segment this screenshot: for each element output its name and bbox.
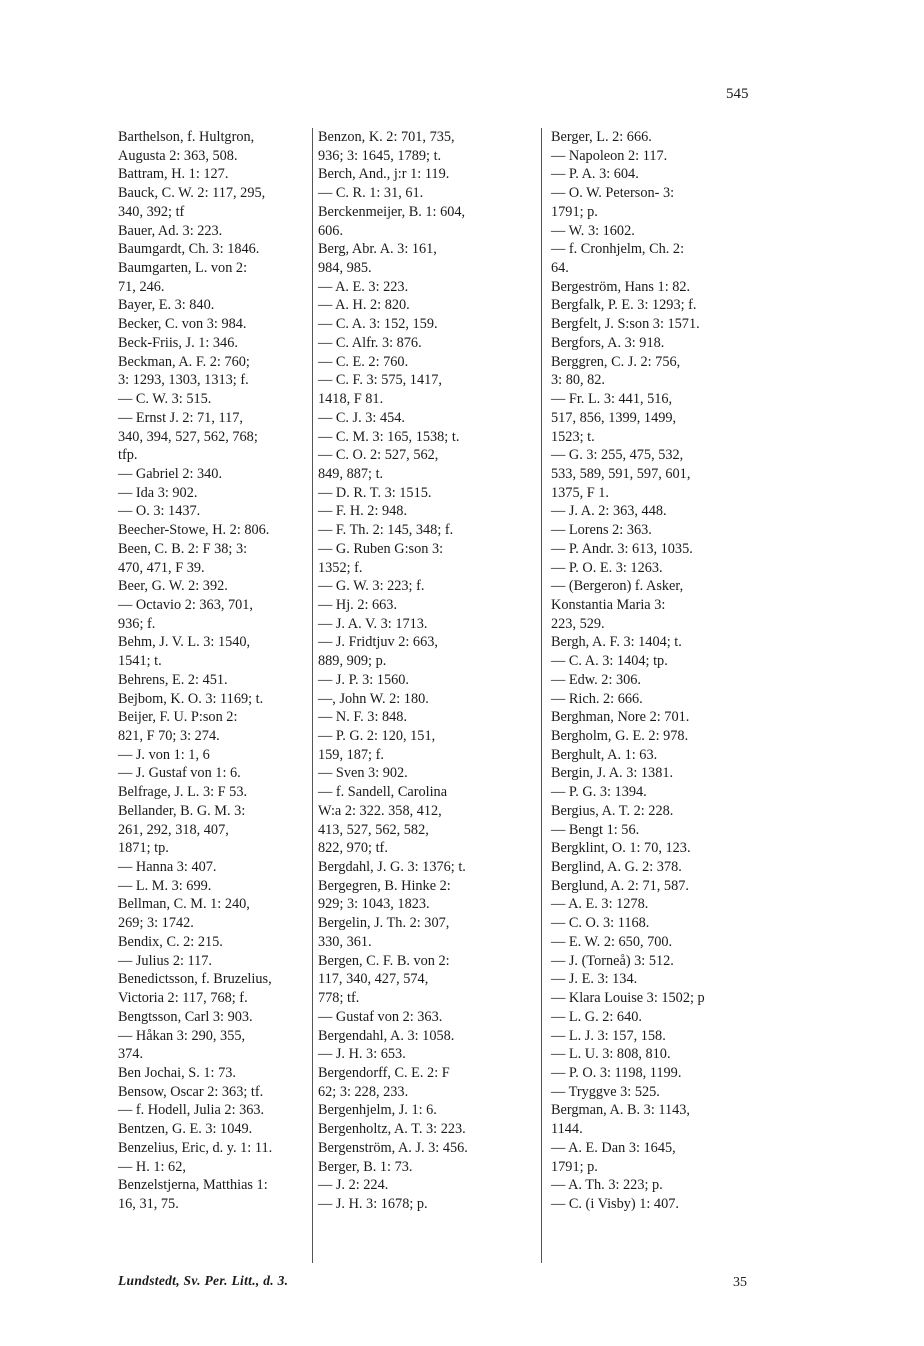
index-entry-line: W:a 2: 322. 358, 412,: [318, 802, 442, 819]
index-entry-line: — f. Sandell, Carolina: [318, 784, 448, 801]
index-entry-line: — f. Hodell, Julia 2: 363.: [118, 1102, 265, 1119]
index-entry-line: 1523; t.: [551, 428, 595, 445]
index-entry-line: 1871; tp.: [118, 840, 169, 857]
index-entry-line: 374.: [118, 1046, 144, 1063]
index-entry-line: 330, 361.: [318, 933, 372, 950]
index-entry-line: 340, 394, 527, 562, 768;: [118, 428, 258, 445]
page-number: 545: [726, 86, 749, 102]
index-entry-line: Berckenmeijer, B. 1: 604,: [318, 203, 466, 220]
index-entry-line: Bergenhjelm, J. 1: 6.: [318, 1102, 437, 1119]
index-entry-line: — f. Cronhjelm, Ch. 2:: [551, 241, 685, 258]
index-entry-line: Berger, B. 1: 73.: [318, 1158, 413, 1175]
index-entry-line: — E. W. 2: 650, 700.: [551, 933, 673, 950]
index-entry-line: Benedictsson, f. Bruzelius,: [118, 971, 272, 988]
index-entry-line: Berglund, A. 2: 71, 587.: [551, 877, 689, 894]
index-entry-line: — J. 2: 224.: [318, 1177, 389, 1194]
index-entry-line: Bensow, Oscar 2: 363; tf.: [118, 1083, 264, 1100]
index-entry-line: 533, 589, 591, 597, 601,: [551, 465, 691, 482]
index-entry-line: — Hanna 3: 407.: [118, 859, 217, 876]
index-entry-line: — G. 3: 255, 475, 532,: [551, 447, 684, 464]
index-entry-line: — G. W. 3: 223; f.: [318, 578, 425, 595]
index-entry-line: — Hj. 2: 663.: [318, 596, 398, 613]
index-entry-line: 517, 856, 1399, 1499,: [551, 409, 677, 426]
index-entry-line: Bengtsson, Carl 3: 903.: [118, 1008, 253, 1025]
index-entry-line: 1375, F 1.: [551, 484, 609, 501]
index-entry-line: — P. G. 3: 1394.: [551, 784, 647, 801]
index-entry-line: Bergfors, A. 3: 918.: [551, 334, 665, 351]
column-divider: [312, 128, 313, 1263]
index-entry-line: Bejbom, K. O. 3: 1169; t.: [118, 690, 264, 707]
index-entry-line: Victoria 2: 117, 768; f.: [118, 990, 248, 1007]
index-entry-line: 849, 887; t.: [318, 465, 384, 482]
index-entry-line: — C. J. 3: 454.: [318, 409, 405, 426]
index-entry-line: — J. H. 3: 653.: [318, 1046, 406, 1063]
index-entry-line: — C. E. 2: 760.: [318, 353, 409, 370]
column-divider: [541, 128, 542, 1263]
index-entry-line: — O. 3: 1437.: [118, 503, 201, 520]
index-entry-line: — A. E. Dan 3: 1645,: [551, 1139, 676, 1156]
index-entry-line: 936; f.: [118, 615, 156, 632]
index-entry-line: Bauck, C. W. 2: 117, 295,: [118, 185, 266, 202]
index-entry-line: — Bengt 1: 56.: [551, 821, 640, 838]
index-entry-line: 340, 392; tf: [118, 203, 185, 220]
index-entry-line: 889, 909; p.: [318, 653, 387, 670]
footer-signature: Lundstedt, Sv. Per. Litt., d. 3.: [118, 1273, 289, 1288]
index-entry-line: — G. Ruben G:son 3:: [318, 540, 444, 557]
index-entry-line: Bergklint, O. 1: 70, 123.: [551, 840, 691, 857]
index-entry-line: Beecher-Stowe, H. 2: 806.: [118, 522, 270, 539]
index-entry-line: Belfrage, J. L. 3: F 53.: [118, 784, 248, 801]
index-entry-line: — L. M. 3: 699.: [118, 877, 212, 894]
index-entry-line: — L. U. 3: 808, 810.: [551, 1046, 671, 1063]
index-entry-line: Beck-Friis, J. 1: 346.: [118, 334, 238, 351]
index-entry-line: — C. O. 3: 1168.: [551, 915, 650, 932]
index-entry-line: — Gabriel 2: 340.: [118, 465, 223, 482]
index-entry-line: — P. O. E. 3: 1263.: [551, 559, 663, 576]
index-entry-line: — A. H. 2: 820.: [318, 297, 410, 314]
index-entry-line: — P. Andr. 3: 613, 1035.: [551, 540, 693, 557]
index-entry-line: 1541; t.: [118, 653, 162, 670]
index-entry-line: 71, 246.: [118, 278, 165, 295]
index-entry-line: — J. E. 3: 134.: [551, 971, 638, 988]
index-entry-line: — C. A. 3: 152, 159.: [318, 316, 438, 333]
index-entry-line: 778; tf.: [318, 990, 360, 1007]
index-entry-line: — P. G. 2: 120, 151,: [318, 728, 436, 744]
index-entry-line: 117, 340, 427, 574,: [318, 971, 429, 988]
index-entry-line: Bergholm, G. E. 2: 978.: [551, 728, 689, 744]
index-entry-line: — C. O. 2: 527, 562,: [318, 447, 439, 464]
index-entry-line: Behm, J. V. L. 3: 1540,: [118, 634, 251, 651]
index-entry-line: Bendix, C. 2: 215.: [118, 933, 223, 950]
index-entry-line: Barthelson, f. Hultgron,: [118, 129, 255, 145]
index-entry-line: Berglind, A. G. 2: 378.: [551, 859, 682, 876]
index-entry-line: 1791; p.: [551, 1158, 598, 1175]
index-entry-line: 929; 3: 1043, 1823.: [318, 896, 430, 913]
index-entry-line: Behrens, E. 2: 451.: [118, 671, 228, 688]
index-entry-line: 822, 970; tf.: [318, 840, 388, 857]
index-entry-line: — Rich. 2: 666.: [551, 690, 643, 707]
index-entry-line: Bergeström, Hans 1: 82.: [551, 278, 691, 295]
index-entry-line: — C. F. 3: 575, 1417,: [318, 372, 442, 389]
index-entry-line: Baumgardt, Ch. 3: 1846.: [118, 241, 260, 258]
index-entry-line: Bayer, E. 3: 840.: [118, 297, 215, 314]
index-entry-line: Bergendahl, A. 3: 1058.: [318, 1027, 455, 1044]
index-entry-line: 1418, F 81.: [318, 391, 384, 408]
index-entry-line: 3: 1293, 1303, 1313; f.: [118, 372, 249, 389]
index-entry-line: — F. Th. 2: 145, 348; f.: [318, 522, 454, 539]
index-entry-line: — Håkan 3: 290, 355,: [118, 1027, 246, 1044]
index-entry-line: — Lorens 2: 363.: [551, 522, 652, 539]
index-entry-line: Bentzen, G. E. 3: 1049.: [118, 1121, 253, 1138]
index-entry-line: Bergelin, J. Th. 2: 307,: [318, 915, 450, 932]
index-entry-line: Berg, Abr. A. 3: 161,: [318, 241, 437, 258]
index-entry-line: Beijer, F. U. P:son 2:: [118, 709, 238, 726]
index-entry-line: — Ida 3: 902.: [118, 484, 198, 501]
index-entry-line: Bergdahl, J. G. 3: 1376; t.: [318, 859, 466, 876]
index-entry-line: — J. P. 3: 1560.: [318, 671, 409, 688]
index-entry-line: 606.: [318, 222, 344, 239]
index-entry-line: — C. R. 1: 31, 61.: [318, 185, 424, 202]
index-entry-line: — J. A. 2: 363, 448.: [551, 503, 667, 520]
index-entry-line: 984, 985.: [318, 260, 372, 277]
index-entry-line: — J. A. V. 3: 1713.: [318, 615, 428, 632]
index-entry-line: — C. (i Visby) 1: 407.: [551, 1195, 679, 1212]
index-entry-line: — D. R. T. 3: 1515.: [318, 484, 432, 501]
index-entry-line: — J. von 1: 1, 6: [118, 746, 210, 763]
index-entry-line: Becker, C. von 3: 984.: [118, 316, 247, 333]
index-entry-line: Benzelstjerna, Matthias 1:: [118, 1177, 268, 1194]
index-entry-line: Beckman, A. F. 2: 760;: [118, 353, 250, 370]
index-entry-line: Bellander, B. G. M. 3:: [118, 802, 246, 819]
index-column-3: [551, 128, 767, 1214]
index-entry-line: — P. O. 3: 1198, 1199.: [551, 1064, 682, 1081]
index-entry-line: — P. A. 3: 604.: [551, 166, 639, 183]
index-entry-line: — J. Fridtjuv 2: 663,: [318, 634, 438, 651]
index-entry-line: Bergfalk, P. E. 3: 1293; f.: [551, 297, 697, 314]
index-entry-line: 1352; f.: [318, 559, 363, 576]
index-entry-line: — Fr. L. 3: 441, 516,: [551, 391, 673, 408]
index-entry-line: — L. G. 2: 640.: [551, 1008, 642, 1025]
index-entry-line: Berghman, Nore 2: 701.: [551, 709, 690, 726]
index-entry-line: Bergenholtz, A. T. 3: 223.: [318, 1121, 466, 1138]
index-entry-line: Baumgarten, L. von 2:: [118, 260, 248, 277]
index-column-1: [118, 128, 310, 1214]
index-entry-line: — A. E. 3: 1278.: [551, 896, 649, 913]
index-entry-line: — Sven 3: 902.: [318, 765, 408, 782]
index-entry-line: Battram, H. 1: 127.: [118, 166, 229, 183]
index-entry-line: — Octavio 2: 363, 701,: [118, 596, 254, 613]
index-entry-line: Berger, L. 2: 666.: [551, 129, 652, 145]
index-entry-line: Berggren, C. J. 2: 756,: [551, 353, 681, 370]
index-entry-line: — C. W. 3: 515.: [118, 391, 212, 408]
index-entry-line: — Edw. 2: 306.: [551, 671, 642, 688]
index-entry-line: 1791; p.: [551, 203, 598, 220]
index-entry-line: 64.: [551, 260, 569, 277]
index-entry-line: 159, 187; f.: [318, 746, 384, 763]
index-entry-line: — C. Alfr. 3: 876.: [318, 334, 422, 351]
index-entry-line: — F. H. 2: 948.: [318, 503, 408, 520]
index-entry-line: 821, F 70; 3: 274.: [118, 728, 220, 744]
index-entry-line: — W. 3: 1602.: [551, 222, 635, 239]
index-entry-line: Bergendorff, C. E. 2: F: [318, 1064, 450, 1081]
index-entry-line: Konstantia Maria 3:: [551, 596, 666, 613]
index-entry-line: Benzon, K. 2: 701, 735,: [318, 129, 455, 145]
index-entry-line: Bergh, A. F. 3: 1404; t.: [551, 634, 682, 651]
index-entry-line: Bellman, C. M. 1: 240,: [118, 896, 250, 913]
index-entry-line: — L. J. 3: 157, 158.: [551, 1027, 666, 1044]
index-entry-line: 269; 3: 1742.: [118, 915, 194, 932]
index-entry-line: Bergman, A. B. 3: 1143,: [551, 1102, 690, 1119]
index-entry-line: — A. Th. 3: 223; p.: [551, 1177, 663, 1194]
index-entry-line: Berch, And., j:r 1: 119.: [318, 166, 450, 183]
index-entry-line: — J. (Torneå) 3: 512.: [551, 952, 674, 969]
index-entry-line: 1144.: [551, 1121, 583, 1138]
index-entry-line: Been, C. B. 2: F 38; 3:: [118, 540, 248, 557]
index-entry-line: — Napoleon 2: 117.: [551, 147, 668, 164]
index-entry-line: — Tryggve 3: 525.: [551, 1083, 660, 1100]
index-entry-line: Bergfelt, J. S:son 3: 1571.: [551, 316, 700, 333]
index-entry-line: —, John W. 2: 180.: [318, 690, 429, 707]
index-entry-line: Beer, G. W. 2: 392.: [118, 578, 228, 595]
index-entry-line: Bergius, A. T. 2: 228.: [551, 802, 674, 819]
index-entry-line: 3: 80, 82.: [551, 372, 606, 389]
index-entry-line: 16, 31, 75.: [118, 1195, 179, 1212]
index-entry-line: — J. H. 3: 1678; p.: [318, 1195, 428, 1212]
index-entry-line: 261, 292, 318, 407,: [118, 821, 229, 838]
index-entry-line: — Ernst J. 2: 71, 117,: [118, 409, 243, 426]
index-entry-line: 470, 471, F 39.: [118, 559, 205, 576]
index-entry-line: Bergen, C. F. B. von 2:: [318, 952, 450, 969]
index-entry-line: — H. 1: 62,: [118, 1158, 186, 1175]
index-entry-line: Augusta 2: 363, 508.: [118, 147, 238, 164]
index-entry-line: — C. A. 3: 1404; tp.: [551, 653, 668, 670]
index-entry-line: 413, 527, 562, 582,: [318, 821, 429, 838]
index-entry-line: Benzelius, Eric, d. y. 1: 11.: [118, 1139, 273, 1156]
index-entry-line: 223, 529.: [551, 615, 605, 632]
index-entry-line: — Klara Louise 3: 1502; p: [551, 990, 705, 1007]
index-entry-line: tfp.: [118, 447, 138, 464]
index-entry-line: Bergegren, B. Hinke 2:: [318, 877, 451, 894]
index-entry-line: Ben Jochai, S. 1: 73.: [118, 1064, 236, 1081]
index-entry-line: Bergenström, A. J. 3: 456.: [318, 1139, 468, 1156]
index-entry-line: — (Bergeron) f. Asker,: [551, 578, 684, 595]
index-entry-line: — Gustaf von 2: 363.: [318, 1008, 443, 1025]
index-column-2: [318, 128, 536, 1214]
index-entry-line: 62; 3: 228, 233.: [318, 1083, 409, 1100]
index-entry-line: — C. M. 3: 165, 1538; t.: [318, 428, 460, 445]
index-entry-line: 936; 3: 1645, 1789; t.: [318, 147, 442, 164]
index-entry-line: — Julius 2: 117.: [118, 952, 212, 969]
index-entry-line: — N. F. 3: 848.: [318, 709, 408, 726]
index-entry-line: — A. E. 3: 223.: [318, 278, 409, 295]
index-entry-line: Berghult, A. 1: 63.: [551, 746, 658, 763]
index-entry-line: — J. Gustaf von 1: 6.: [118, 765, 241, 782]
index-entry-line: Bauer, Ad. 3: 223.: [118, 222, 223, 239]
index-entry-line: — O. W. Peterson- 3:: [551, 185, 675, 202]
sheet-number: 35: [733, 1275, 747, 1290]
index-entry-line: Bergin, J. A. 3: 1381.: [551, 765, 674, 782]
